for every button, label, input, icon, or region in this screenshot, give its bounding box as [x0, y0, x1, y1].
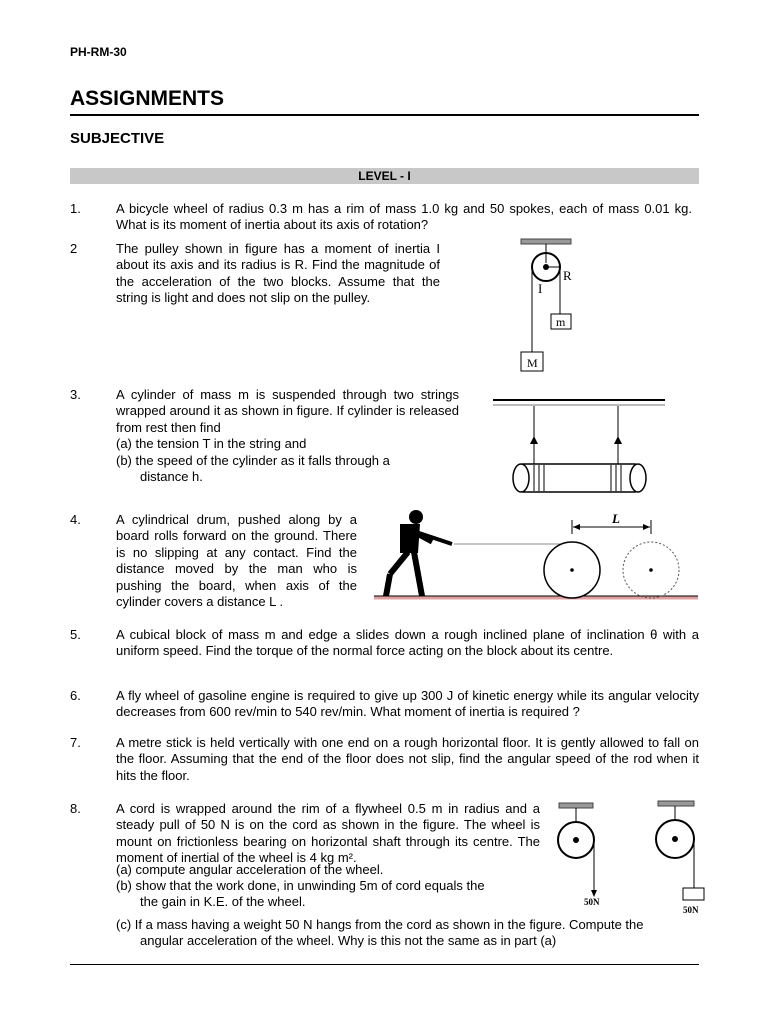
- question-text: A cylinder of mass m is suspended through two strings wrapped around it as shown in figure. If cylinder is released from rest then find: [116, 387, 459, 435]
- question-number: 8.: [70, 801, 81, 816]
- question-text: A metre stick is held vertically with one end on a rough horizontal floor. It is gently allowed to fall on the floor. Assuming that the end of the floor does not slip, find the angular speed of the rod when it hits the floor.: [116, 735, 699, 783]
- flywheel-figure: [555, 798, 705, 918]
- sub-part: angular acceleration of the wheel. Why is this not the same as in part (a): [140, 933, 557, 948]
- question-text: A fly wheel of gasoline engine is required to give up 300 J of kinetic energy while its angular velocity decreases from 600 rev/min to 540 rev/min. What moment of inertia is required ?: [116, 688, 699, 720]
- sub-part: distance h.: [140, 469, 203, 484]
- force-label-right: 50N: [683, 905, 699, 915]
- footer-divider: [70, 964, 699, 965]
- pulley-figure: [505, 236, 595, 376]
- question-text: The pulley shown in figure has a moment of inertia I about its axis and its radius is R. Find the magnitude of the acceleration of the two blocks. Assume that the string is light and does not slip on the pulley.: [116, 241, 440, 306]
- sub-part: the gain in K.E. of the wheel.: [140, 894, 306, 909]
- label-R: R: [563, 268, 572, 283]
- question-text: A cylindrical drum, pushed along by a board rolls forward on the ground. There is no slipping at any contact. Find the distance moved by the man who is pushing the board, when axis of the cylinder covers a distance L .: [116, 512, 357, 610]
- question-number: 6.: [70, 688, 81, 703]
- sub-part: (c) If a mass having a weight 50 N hangs from the cord as shown in the figure. Compute the: [116, 917, 644, 932]
- sub-part: (b) show that the work done, in unwinding 5m of cord equals the: [116, 878, 485, 893]
- question-number: 3.: [70, 387, 81, 402]
- document-code: PH-RM-30: [70, 45, 127, 59]
- level-banner: [70, 168, 699, 184]
- page-title: ASSIGNMENTS: [70, 87, 225, 110]
- level-label: LEVEL - I: [358, 169, 411, 183]
- question-number: 5.: [70, 627, 81, 642]
- label-m: m: [556, 315, 566, 329]
- force-label-left: 50N: [584, 897, 600, 907]
- question-number: 7.: [70, 735, 81, 750]
- title-divider: [70, 114, 699, 116]
- question-number: 1.: [70, 201, 81, 216]
- question-text: A bicycle wheel of radius 0.3 m has a rim of mass 1.0 kg and 50 spokes, each of mass 0.01 kg. What is its moment of inertia about its axis of rotation?: [116, 201, 692, 233]
- question-number: 2: [70, 241, 78, 256]
- cylinder-figure: [493, 396, 669, 496]
- sub-part: (b) the speed of the cylinder as it falls through a: [116, 453, 390, 468]
- label-I: I: [538, 281, 543, 296]
- drum-figure: [372, 506, 700, 602]
- label-L: L: [612, 511, 620, 526]
- sub-part: (a) the tension T in the string and: [116, 436, 307, 451]
- sub-part: (a) compute angular acceleration of the wheel.: [116, 862, 384, 877]
- question-text: A cubical block of mass m and edge a slides down a rough inclined plane of inclination θ with a uniform speed. Find the torque of the normal force acting on the block about its centre.: [116, 627, 699, 659]
- question-text: A cord is wrapped around the rim of a flywheel 0.5 m in radius and a steady pull of 50 N is on the cord as shown in the figure. The wheel is mount on frictionless bearing on horizontal shaft through its centre. The moment of inertial of the wheel is 4 kg m².: [116, 801, 540, 866]
- question-number: 4.: [70, 512, 81, 527]
- label-M: M: [527, 356, 538, 370]
- section-heading: SUBJECTIVE: [70, 130, 165, 147]
